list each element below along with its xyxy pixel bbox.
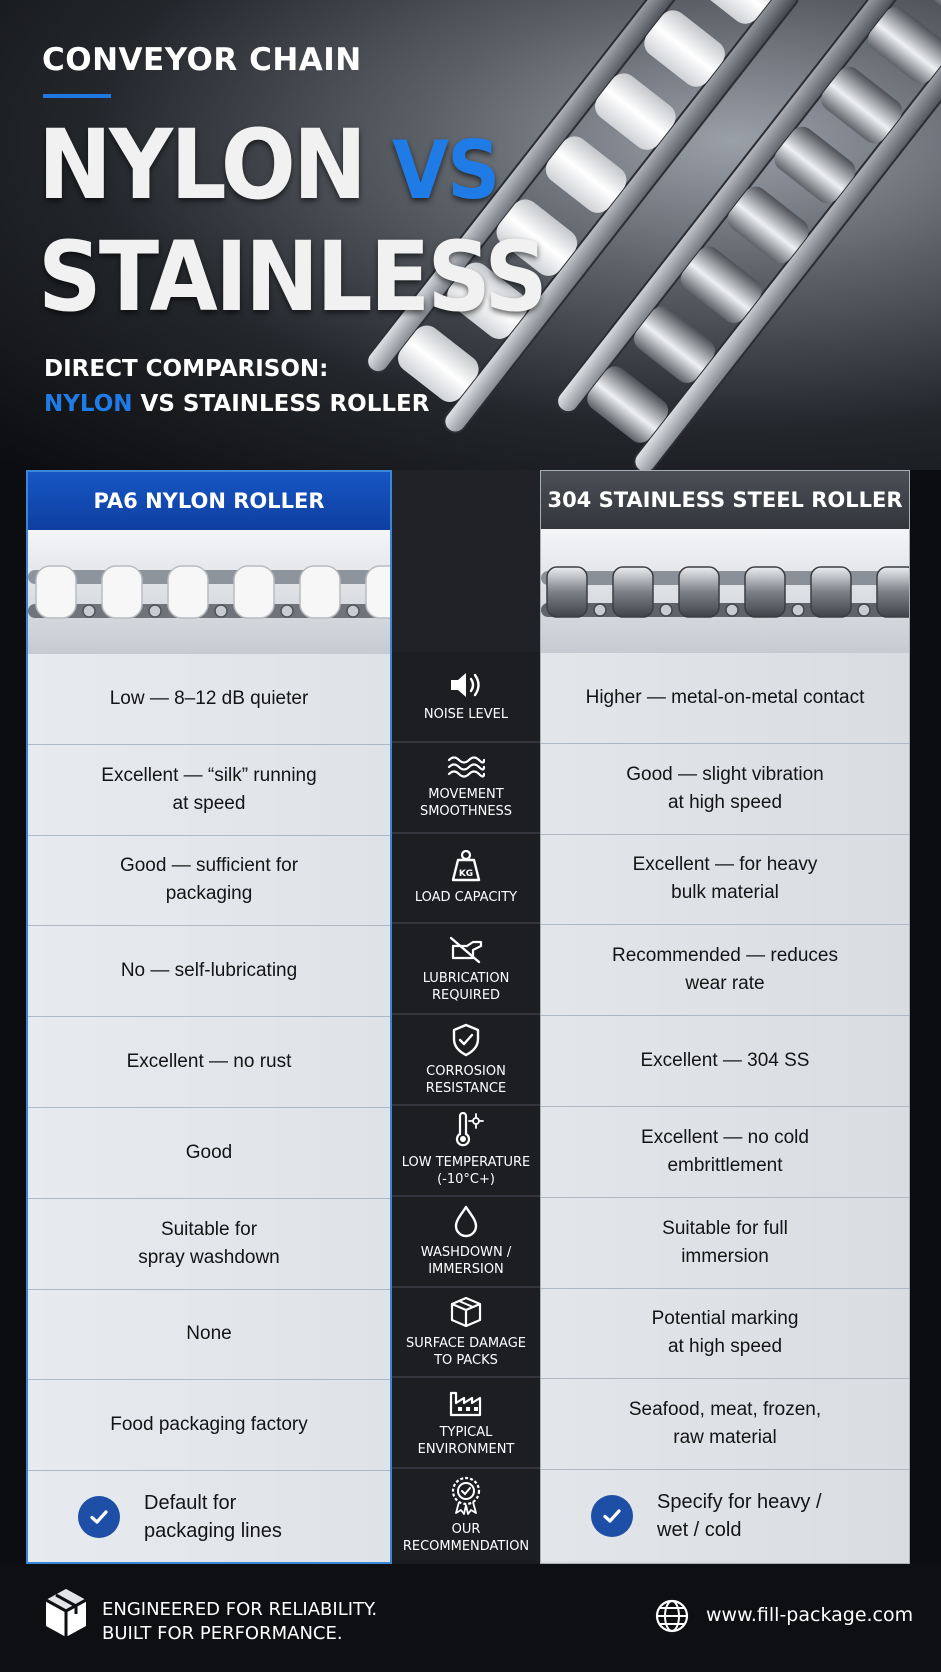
- criteria-label: SMOOTHNESS: [419, 804, 513, 820]
- criteria-label: MOVEMENT: [428, 787, 504, 803]
- cell-text: Potential marking: [651, 1308, 799, 1330]
- stainless-chain-image: [541, 529, 909, 653]
- criteria-label: TO PACKS: [434, 1352, 498, 1368]
- eyebrow-title: CONVEYOR CHAIN: [42, 42, 362, 78]
- title-nylon: NYLON: [38, 109, 365, 221]
- svg-text:KG: KG: [458, 869, 474, 880]
- speaker-icon: [447, 670, 485, 700]
- cell-text: Specify for heavy /: [657, 1490, 822, 1513]
- cell-text: spray washdown: [138, 1246, 280, 1268]
- stainless-chain-photo: [541, 529, 909, 653]
- criteria-label: LUBRICATION: [422, 970, 510, 986]
- stainless-column-header: 304 STAINLESS STEEL ROLLER: [541, 471, 909, 529]
- criteria-lubrication: [392, 924, 540, 1015]
- cell-text: packaging: [165, 883, 253, 905]
- cell-text: Seafood, meat, frozen,: [628, 1399, 822, 1421]
- cell-text: Good — sufficient for: [119, 855, 299, 877]
- box-icon: [448, 1295, 484, 1329]
- cell-text: wear rate: [685, 973, 765, 995]
- title-vs: VS: [392, 124, 499, 217]
- stainless-values: [541, 653, 909, 1561]
- cell-text: at high speed: [667, 1336, 783, 1358]
- criteria-label: LOAD CAPACITY: [414, 890, 518, 906]
- nylon-corrosion-resistance: [28, 1017, 390, 1108]
- shield-check-icon: [450, 1023, 482, 1057]
- stainless-column: [540, 470, 910, 1564]
- criteria-surface-damage: [392, 1288, 540, 1379]
- criteria-movement-smoothness: [392, 743, 540, 834]
- nylon-typical-environment: [28, 1380, 390, 1471]
- criteria-recommendation: [392, 1469, 540, 1560]
- cell-text: Recommended — reduces: [612, 945, 838, 967]
- cell-text: Default for: [144, 1491, 237, 1514]
- criteria-label: REQUIRED: [431, 987, 501, 1003]
- cell-text: No — self-lubricating: [120, 960, 298, 982]
- nylon-lubrication: [28, 926, 390, 1017]
- criteria-label: NOISE LEVEL: [423, 706, 509, 722]
- title-stainless: STAINLESS: [38, 221, 546, 333]
- cell-text: at speed: [172, 792, 246, 814]
- cell-text: Excellent — for heavy: [632, 854, 818, 876]
- criteria-label: OUR: [451, 1521, 481, 1537]
- stainless-washdown: [541, 1198, 909, 1289]
- criteria-label: TYPICAL: [439, 1424, 493, 1440]
- check-circle-icon: [591, 1495, 633, 1537]
- water-drop-icon: [452, 1204, 480, 1238]
- stainless-low-temperature: [541, 1107, 909, 1198]
- cell-text: wet / cold: [657, 1518, 742, 1541]
- stainless-corrosion-resistance: [541, 1016, 909, 1107]
- award-badge-icon: [448, 1475, 484, 1515]
- criteria-corrosion-resistance: [392, 1015, 540, 1106]
- criteria-label: IMMERSION: [428, 1262, 504, 1278]
- waves-icon: [446, 754, 486, 780]
- comparison-table: [26, 470, 910, 1564]
- nylon-chain-photo: [28, 530, 390, 654]
- cell-text: Good — slight vibration: [626, 763, 824, 785]
- criteria-label: SURFACE DAMAGE: [405, 1335, 526, 1351]
- subtitle-line1: DIRECT COMPARISON:: [44, 356, 329, 382]
- weight-kg-icon: [449, 849, 483, 883]
- stainless-recommendation: [541, 1470, 909, 1561]
- factory-icon: [448, 1388, 484, 1418]
- tagline-line: ENGINEERED FOR RELIABILITY.: [102, 1599, 378, 1620]
- cell-text: Low — 8–12 dB quieter: [109, 687, 309, 709]
- criteria-low-temperature: [392, 1106, 540, 1197]
- nylon-column: [26, 470, 392, 1564]
- check-circle-icon: [78, 1496, 120, 1538]
- criteria-label: ENVIRONMENT: [417, 1441, 515, 1457]
- cell-text: embrittlement: [667, 1154, 783, 1176]
- footer-tagline: [102, 1598, 377, 1646]
- cell-text: Suitable for full: [662, 1217, 788, 1239]
- cell-text: Good: [185, 1141, 233, 1163]
- cell-text: Excellent — 304 SS: [640, 1050, 810, 1072]
- criteria-label: CORROSION: [426, 1063, 506, 1079]
- nylon-noise-level: [28, 654, 390, 745]
- cell-text: Excellent — no rust: [126, 1051, 292, 1073]
- criteria-label: RESISTANCE: [425, 1080, 507, 1096]
- cell-text: packaging lines: [144, 1519, 282, 1542]
- nylon-surface-damage: [28, 1290, 390, 1381]
- cell-text: bulk material: [671, 882, 779, 904]
- criteria-typical-environment: [392, 1378, 540, 1469]
- nylon-chain-image: [28, 530, 390, 654]
- nylon-column-header: PA6 NYLON ROLLER: [28, 472, 390, 530]
- cell-text: None: [186, 1323, 232, 1345]
- eyebrow-divider: [43, 94, 111, 98]
- nylon-movement-smoothness: [28, 745, 390, 836]
- subtitle: [44, 352, 429, 422]
- hero-banner: [0, 0, 941, 470]
- nylon-low-temperature: [28, 1108, 390, 1199]
- cell-text: Excellent — “silk” running: [101, 764, 317, 786]
- footer: [0, 1564, 941, 1672]
- stainless-typical-environment: [541, 1379, 909, 1470]
- no-oil-icon: [447, 934, 485, 964]
- stainless-lubrication: [541, 925, 909, 1016]
- nylon-load-capacity: [28, 836, 390, 927]
- nylon-values: [28, 654, 390, 1562]
- criteria-label: WASHDOWN /: [420, 1245, 512, 1261]
- subtitle-accent: NYLON: [44, 391, 133, 417]
- stainless-movement-smoothness: [541, 744, 909, 835]
- nylon-recommendation: [28, 1471, 390, 1562]
- stainless-load-capacity: [541, 835, 909, 926]
- cell-text: Suitable for: [160, 1218, 258, 1240]
- globe-icon: [654, 1598, 690, 1634]
- thermometer-icon: [448, 1112, 484, 1148]
- criteria-label: (-10°C+): [437, 1172, 495, 1188]
- cell-text: Excellent — no cold: [641, 1126, 809, 1148]
- nylon-washdown: [28, 1199, 390, 1290]
- website-link[interactable]: www.fill-package.com: [706, 1604, 914, 1626]
- criteria-washdown: [392, 1197, 540, 1288]
- tagline-line: BUILT FOR PERFORMANCE.: [102, 1623, 343, 1644]
- page-title: [38, 109, 546, 333]
- criteria-column: [392, 470, 540, 1564]
- criteria-label: LOW TEMPERATURE: [401, 1155, 531, 1171]
- criteria-label: RECOMMENDATION: [402, 1538, 530, 1554]
- cell-text: Food packaging factory: [110, 1414, 308, 1436]
- cube-logo-icon: [42, 1586, 90, 1640]
- stainless-surface-damage: [541, 1289, 909, 1380]
- cell-text: Higher — metal-on-metal contact: [585, 686, 865, 708]
- stainless-noise-level: [541, 653, 909, 744]
- cell-text: immersion: [681, 1245, 769, 1267]
- criteria-load-capacity: [392, 834, 540, 925]
- criteria-header-spacer: [392, 470, 540, 652]
- cell-text: at high speed: [667, 791, 783, 813]
- cell-text: raw material: [673, 1427, 777, 1449]
- subtitle-rest: VS STAINLESS ROLLER: [132, 391, 430, 417]
- criteria-noise-level: [392, 652, 540, 743]
